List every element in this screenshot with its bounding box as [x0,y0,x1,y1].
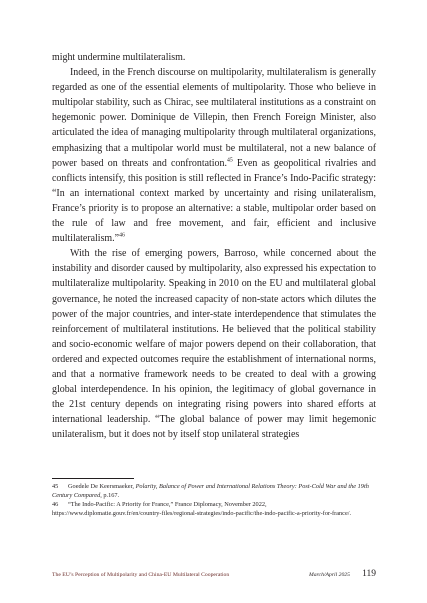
issue-date: March/April 2025 [308,572,350,578]
body-paragraph [52,50,376,65]
text-run: With the rise of emerging powers, Barroso, while concerned about the instability and disorder caused by multipolarity, also expressed his expectation to multilateralize multipolarity. Speaking in 2010 on the EU and multilateral global governance, he noted the increased capacity of non-state actors which dilutes the power of the major countries, and inter-state interdependence that stimulates the reinforcement of multilateral institutions. He believed that the political stability and socio-economic welfare of major powers depend on their collaboration, that ordered and expected outcomes require the establishment of international norms, and that a normative framework needs to be created to deal with a growing global interdependence. In his opinion, the legitimacy of global governance in the 21st century depends on integrating rising powers into shared efforts at international leadership. “The global balance of power may limit hegemonic unilateralism, but it does not by itself stop unilateral strategies [52,248,376,441]
text-run: Even as geopolitical rivalries and conflicts intensify, this position is still reflected in France’s Indo-Pacific strategy: “In an international context marked by uncertainty and rising unilateralism, France’s priority is to propose an alternative: a stable, multipolar order based on the rule of law and free movement, and fair, efficient and inclusive multilateralism.” [52,157,376,245]
page-number: 119 [362,569,376,579]
footnote-reference: 46 [119,232,125,239]
body-paragraph [52,246,376,442]
footnote-text [52,483,369,499]
footnote [52,482,376,500]
footnote-reference: 45 [226,157,233,164]
footnote-separator [52,478,134,479]
text-run: , p.167. [100,492,120,499]
page-footer [52,570,376,582]
footnote [52,500,376,518]
text-run: Goedele De Keersmaeker, [68,483,136,490]
running-title: The EU’s Perception of Multipolarity and China-EU Multilateral Cooperation [52,572,230,578]
footnote-number: 45 [52,483,59,490]
text-run: “The Indo-Pacific: A Priority for France,” France Diplomacy, November 2022, https://www.diplomatie.gouv.fr/en/country-files/regional-strategies/indo-pacific/the-indo-pacific-a-priority-for-france/. [52,501,352,517]
body-paragraph [52,65,376,246]
text-run: might undermine multilateralism. [52,52,186,63]
text-run: Indeed, in the French discourse on multipolarity, multilateralism is generally regarded as one of the essential elements of multipolarity. Those who believe in multipolar stability, such as Chirac, see multilateral institutions as a constraint on hegemonic power. Dominique de Villepin, then French Foreign Minister, also articulated the idea of managing multipolarity through multilateral organizations, emphasizing that a multipolar world must be multilateral, not a new balance of power based on threats and confrontation. [52,67,376,169]
body-text [52,50,376,442]
italic-title: Polarity, Balance of Power and International Relations Theory: Post-Cold War and the 19th Century Compared [52,483,369,499]
footnote-text [52,501,351,517]
footnotes [52,482,376,518]
footnote-number: 46 [52,501,59,508]
